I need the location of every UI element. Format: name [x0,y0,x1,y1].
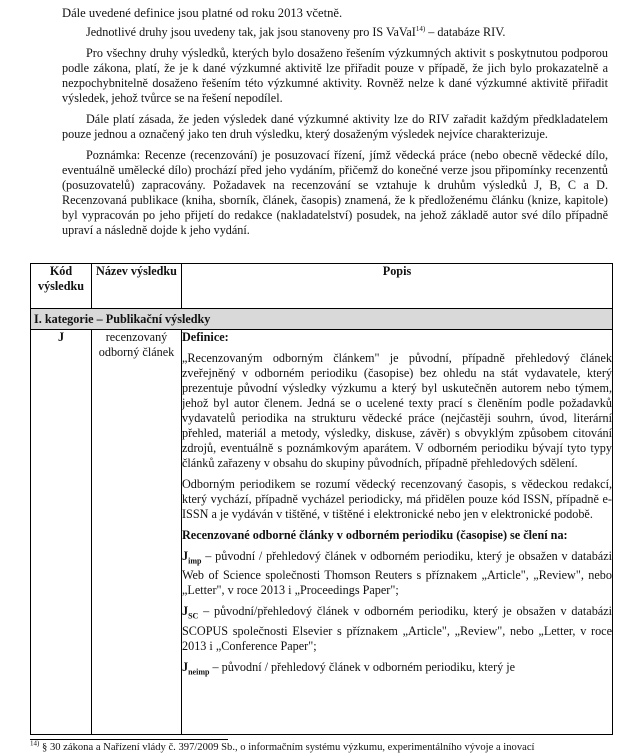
subdivision-heading: Recenzované odborné články v odborném periodiku (časopise) se člení na: [182,528,568,542]
subtype-jimp-code: $J_{imp}$ [182,549,202,566]
intro-paragraph-types [62,25,608,40]
footnote-text: § 30 zákona a Nařízení vlády č. 397/2009 Sb., o informačním systému výzkumu, experimentálního vývoje a inovací [39,742,535,753]
header-name: Název výsledku [92,264,182,309]
subtype-jimp [182,549,612,598]
header-description: Popis [182,264,613,309]
intro-paragraph-note: Poznámka: Recenze (recenzování) je posuzovací řízení, jímž vědecká práce (nebo obecně vědecké dílo, eventuálně umělecké dílo) prochází před jeho vydáním, přičemž do konečné verze jsou připomínky recenzentů (posuzovatelů) zapracovány. Požadavek na recenzování se vztahuje k druhům výsledků J, B, C a D. Recenzovaná publikace (kniha, sborník, článek, časopis) znamená, že k předloženému článku (knize, kapitole) byl vypracován po jeho přijetí do redakce (nakladatelství) posudek, na jehož základě autor své dílo případně upraví a následně dojde k jeho vydání. [62,148,608,237]
subtype-jneimp [182,660,612,679]
definition-paragraph-article: „Recenzovaným odborným článkem" je původní, případně přehledový článek zveřejněný v odborném periodiku (časopise) bez ohledu na stát vydavatele, který prezentuje původní výsledky výzkumu a který byl uskutečněn autorem nebo týmem, jehož byl autor členem. Jedná se o ucelené texty prací s členěním podle požadavků vydavatelů periodika na strukturu vědecké práce (nejčastěji souhrn, úvod, literární přehled, materiál a metody, výsledky, diskuse, závěr) s obvyklým způsobem citování zdrojů, eventuálně s poznámkovým aparátem. V odborném periodiku bývají tyto typy článků zařazeny v obsahu do skupiny původních, případně přehledových sdělení. [182,351,612,470]
types-text-end: – databáze RIV. [425,25,506,39]
footnote-reference[interactable]: 14) [415,24,426,33]
footnote-marker: 14) [30,739,40,748]
intro-paragraph-principle: Dále platí zásada, že jeden výsledek dané výzkumné aktivity lze do RIV zařadit každým předkladatelem pouze jednou a označený jako ten druh výsledku, který dosaženým výsledek nejvíce charakterizuje. [62,112,608,141]
subtype-jimp-text: – původní / přehledový článek v odborném periodiku, který je obsažen v databázi Web of Science společnosti Thomson Reuters s příznakem „Article", „Review", nebo „Letter", v roce 2013 i „Proceedings Paper"; [182,549,612,598]
types-text: Jednotlivé druhy jsou uvedeny tak, jak jsou stanoveny pro IS VaVaI [86,25,416,39]
result-description [182,330,613,735]
result-code: J [31,330,92,735]
subtype-jsc-text: – původní/přehledový článek v odborném periodiku, který je obsažen v databázi SCOPUS společnosti Elsevier s příznakem „Article", „Review", nebo „Letter, v roce 2013 i „Conference Paper"; [182,604,612,653]
results-table [30,263,613,735]
intro-paragraph-validity: Dále uvedené definice jsou platné od roku 2013 včetně. [62,6,343,20]
intro-section [62,6,608,244]
table-header-row [31,264,613,309]
category-row [31,309,613,330]
result-name: recenzovaný odborný článek [92,330,182,735]
header-code: Kód výsledku [31,264,92,309]
footnote [30,741,630,754]
subtype-jneimp-text: – původní / přehledový článek v odborném periodiku, který je [209,659,516,674]
table-row [31,330,613,735]
footnote-separator [30,739,228,740]
category-label: I. kategorie – Publikační výsledky [31,309,613,330]
intro-paragraph-attribution: Pro všechny druhy výsledků, kterých bylo dosaženo řešením výzkumných aktivit s poskytnutou podporou podle zákona, platí, že je k dané výzkumné aktivitě lze přiřadit pouze v případě, že jich bylo prokazatelně a nezpochybnitelně dosaženo řešením této výzkumné aktivity. Rovněž nelze k dané výzkumné aktivitě přiřadit výsledek, jehož tvůrce se na řešení nepodílel. [62,46,608,105]
subtype-jneimp-code: $J_{neimp}$ [182,659,210,677]
definition-label: Definice: [182,330,229,344]
subtype-jsc [182,604,612,653]
subtype-jsc-code: $J_{SC}$ [182,604,199,621]
definition-paragraph-periodical: Odborným periodikem se rozumí vědecký recenzovaný časopis, s vědeckou redakcí, který vychází, případně vycházel periodicky, má přidělen pouze kód ISSN, případně e-ISSN a je vydáván v tištěné, v tištěné i elektronické nebo jen v elektronické podobě. [182,477,612,521]
